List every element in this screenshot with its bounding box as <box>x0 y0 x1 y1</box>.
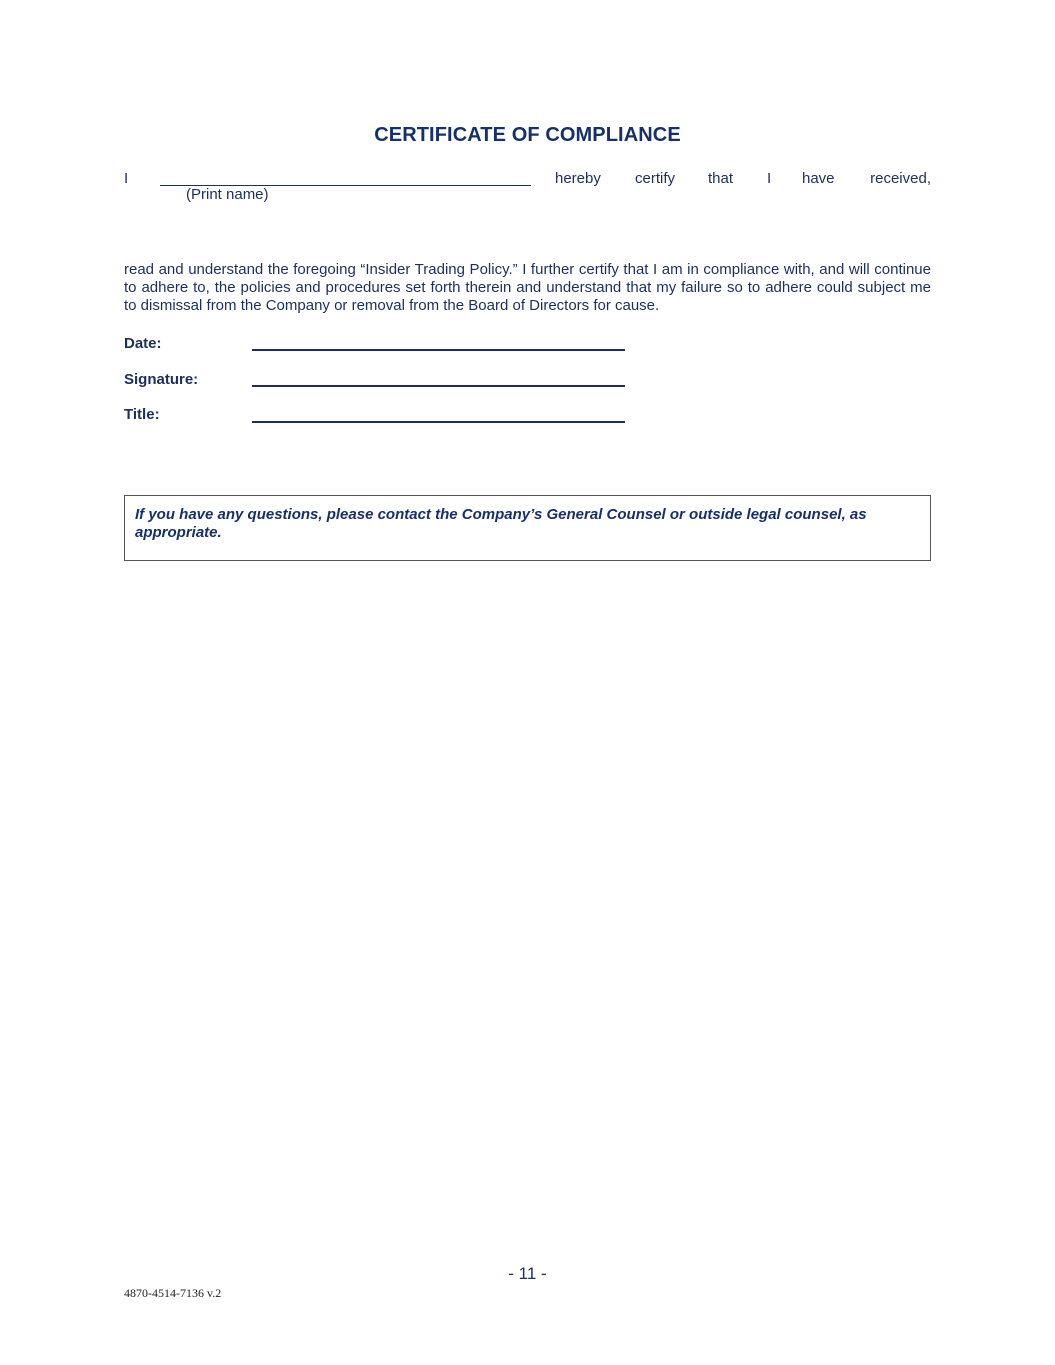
document-id: 4870-4514-7136 v.2 <box>124 1286 222 1300</box>
certify-pronoun: I <box>124 170 129 187</box>
signature-line <box>252 385 625 387</box>
certify-word: certify <box>635 170 676 187</box>
title-line <box>252 421 625 423</box>
page-title: CERTIFICATE OF COMPLIANCE <box>374 124 681 146</box>
date-label: Date: <box>124 335 162 352</box>
print-name-caption: (Print name) <box>186 186 269 203</box>
certify-word: received, <box>870 170 931 187</box>
title-label: Title: <box>124 406 160 423</box>
certification-paragraph: read and understand the foregoing “Insider Trading Policy.” I further certify that I am in compliance with, and will continue to adhere to, the policies and procedures set forth therein and understand that my failure so to adhere could subject me to dismissal from the Company or removal from the Board of Directors for cause. <box>124 261 931 314</box>
date-line <box>252 349 625 351</box>
certify-word: have <box>802 170 835 187</box>
contact-note-box <box>124 495 931 561</box>
certify-word: I <box>767 170 772 187</box>
certify-word: that <box>708 170 734 187</box>
contact-note-text: If you have any questions, please contact the Company’s General Counsel or outside legal counsel, as appropriate. <box>135 506 867 541</box>
page-number: - 11 - <box>508 1264 547 1283</box>
signature-label: Signature: <box>124 371 199 388</box>
certify-word: hereby <box>555 170 601 187</box>
